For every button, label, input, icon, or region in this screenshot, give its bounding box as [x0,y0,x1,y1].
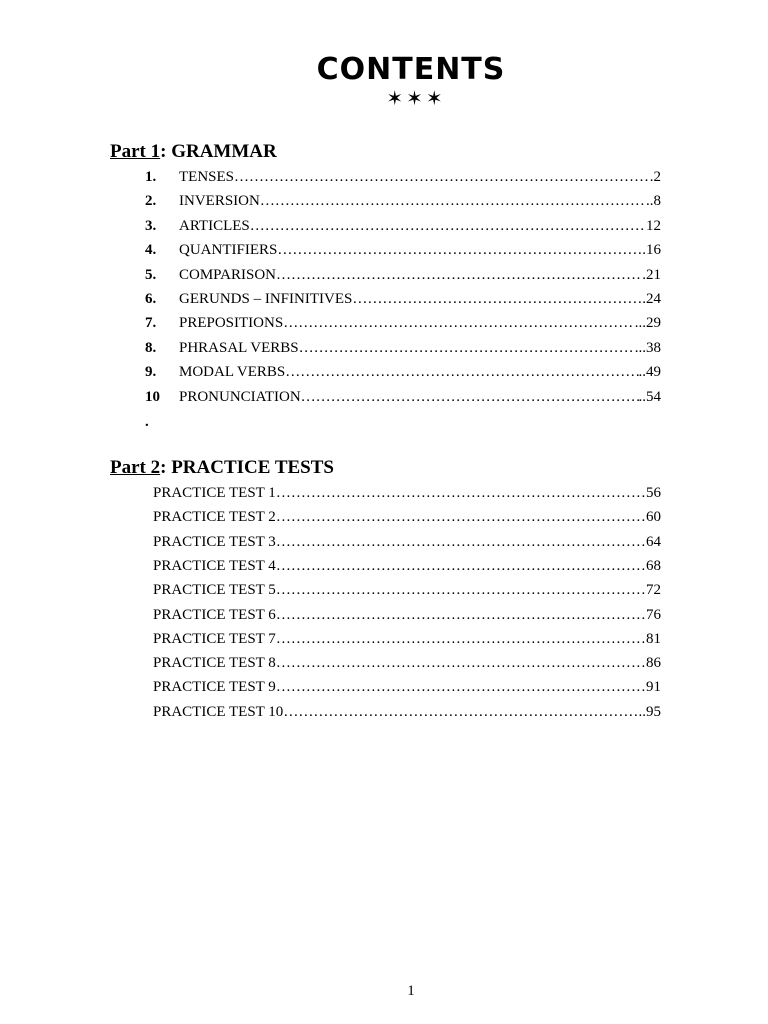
toc-entry-page: 72 [646,582,661,599]
toc-entry-number: 10 [145,388,160,405]
toc-entry-number: 6. [145,291,157,307]
toc-leader-dots [285,363,638,381]
toc-leader-dots [276,484,646,502]
toc-entry-text [179,290,661,308]
page-number: 1 [407,983,415,999]
toc-leader-dots [276,606,646,624]
toc-entry-page: 86 [646,655,661,672]
toc-leader-dots [283,703,638,721]
toc-leader-dots [352,290,642,308]
toc-entry-label: QUANTIFIERS [179,242,278,259]
toc-entry-page: ...29 [634,315,661,332]
toc-entry-number: 7. [145,315,157,332]
part2-label: Part 2 [110,457,161,478]
toc-leader-dots [276,654,646,672]
part1-heading [110,141,277,163]
toc-entry-label: PRONUNCIATION [179,388,301,405]
toc-entry-text [153,533,661,551]
toc-entry-label: PRACTICE TEST 5 [153,582,276,599]
toc-entry-text [179,241,661,259]
toc-entry-number: 1. [145,169,157,185]
toc-entry-page: .21 [642,266,661,283]
part2-heading [110,457,334,479]
toc-entry-page: .2 [649,169,661,185]
toc-entry-label: PREPOSITIONS [179,315,284,332]
toc-entry-page: 12 [646,217,661,234]
toc-entry-label: PRACTICE TEST 6 [153,606,276,623]
toc-entry-label: ARTICLES [179,217,250,234]
toc-entry-label: PHRASAL VERBS [179,339,299,356]
trailing-dot: . [145,414,149,430]
toc-entry-page: .16 [642,242,661,259]
toc-entry-text [153,484,661,502]
part2-title: : PRACTICE TESTS [160,457,334,478]
toc-leader-dots [276,508,646,526]
toc-entry-page: 76 [646,606,661,623]
toc-entry-text [153,703,661,721]
toc-entry-text [153,654,661,672]
toc-entry-page: 91 [646,679,661,696]
toc-entry-page: ..95 [638,703,661,720]
toc-entry-label: PRACTICE TEST 2 [153,509,276,526]
toc-entry-text [179,266,661,284]
toc-entry-label: PRACTICE TEST 10 [153,703,284,720]
toc-leader-dots [276,630,646,648]
toc-entry-label: MODAL VERBS [179,364,286,381]
toc-entry-text [153,678,661,696]
toc-entry-number: 3. [145,217,157,234]
toc-entry-text [179,168,661,186]
toc-leader-dots [260,192,646,210]
toc-entry-page: ...38 [634,339,661,356]
toc-entry-label: INVERSION [179,193,260,210]
toc-entry-text [153,606,661,624]
toc-entry-page: 64 [646,533,661,550]
toc-entry-page: ..49 [638,364,661,381]
toc-leader-dots [277,241,642,259]
toc-entry-number: 9. [145,364,157,381]
toc-entry-text [153,508,661,526]
toc-leader-dots [299,339,635,357]
part1-label: Part 1 [110,141,161,162]
toc-leader-dots [276,533,646,551]
toc-entry-page: ..8 [646,193,661,210]
toc-leader-dots [276,557,646,575]
toc-entry-text [153,630,661,648]
toc-entry-text [153,557,661,575]
toc-entry-text [179,339,661,357]
toc-entry-label: PRACTICE TEST 7 [153,630,276,647]
toc-entry-label: PRACTICE TEST 3 [153,533,276,550]
toc-leader-dots [234,168,650,186]
toc-leader-dots [250,217,646,235]
toc-entry-label: GERUNDS – INFINITIVES [179,291,353,307]
toc-leader-dots [276,678,646,696]
toc-entry-label: COMPARISON [179,266,276,283]
toc-entry-number: 8. [145,339,157,356]
toc-leader-dots [301,388,639,406]
toc-entry-text [153,581,661,599]
toc-entry-number: 5. [145,266,157,283]
toc-entry-label: PRACTICE TEST 9 [153,679,276,696]
toc-leader-dots [283,314,635,332]
toc-entry-text [179,388,661,406]
toc-entry-number: 4. [145,242,157,259]
toc-entry-label: PRACTICE TEST 8 [153,655,276,672]
toc-entry-page: .24 [642,291,661,307]
star-ornament-icon: ✶✶✶ [386,88,446,110]
toc-entry-page: 56 [646,485,661,501]
toc-entry-text [179,192,661,210]
toc-leader-dots [276,266,642,284]
toc-entry-page: 68 [646,557,661,574]
toc-entry-label: PRACTICE TEST 4 [153,557,276,574]
toc-entry-page: ..54 [638,388,661,405]
toc-entry-number: 2. [145,193,157,210]
toc-entry-text [179,363,661,381]
toc-entry-text [179,314,661,332]
toc-entry-page: 81 [646,630,661,647]
toc-leader-dots [276,581,646,599]
toc-entry-label: TENSES [179,169,235,185]
toc-entry-label: PRACTICE TEST 1 [153,485,276,501]
toc-entry-page: 60 [646,509,661,526]
toc-entry-text [179,217,661,235]
part1-title: : GRAMMAR [160,141,277,162]
page-title: CONTENTS [316,52,506,87]
